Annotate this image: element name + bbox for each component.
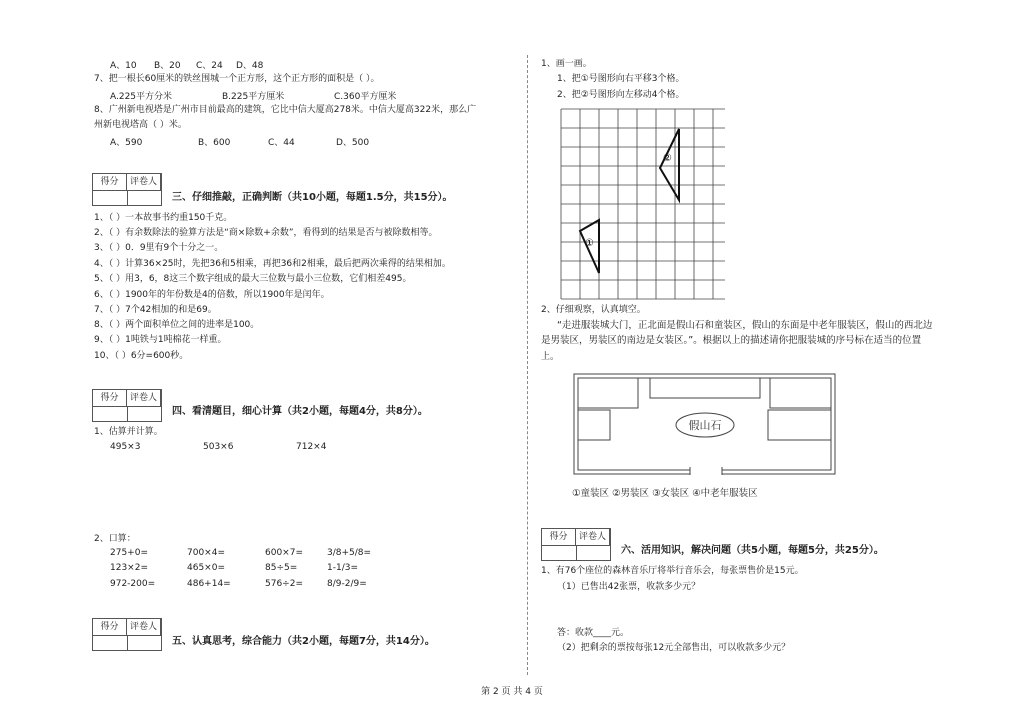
oral-item: 576÷2=: [265, 579, 303, 589]
zone-right: [768, 410, 831, 440]
draw-title: 1、画一画。: [541, 59, 592, 69]
option: C.360平方厘米: [334, 92, 397, 102]
shape-1-label: ①: [585, 238, 594, 249]
estimate-item: 503×6: [203, 442, 234, 452]
observe-text: 是男装区，男装区的南边是女装区。”。根据以上的描述请你把服装城的序号标在适当的位置: [541, 335, 922, 346]
rockery-label: 假山石: [688, 419, 722, 432]
mall-map: [570, 370, 840, 480]
judge-item: 10、（ ）6分=600秒。: [94, 351, 189, 361]
estimate-item: 712×4: [296, 442, 327, 452]
judge-item: 8、（ ）两个面积单位之间的进率是100。: [94, 320, 260, 330]
option: A.225平方分米: [110, 92, 173, 102]
observe-title: 2、仔细观察，认真填空。: [541, 305, 646, 315]
question-7: 7、把一根长60厘米的铁丝围城一个正方形，这个正方形的面积是（ ）。: [94, 74, 380, 84]
option: B.225平方厘米: [222, 92, 285, 102]
zone-left: [578, 410, 610, 440]
observe-text: 上。: [541, 352, 560, 362]
oral-row: [110, 548, 387, 558]
judge-item: 9、（ ）1吨铁与1吨棉花一样重。: [94, 335, 227, 345]
page-footer: 第 2 页 共 4 页: [481, 687, 543, 697]
reviewer-label: 评卷人: [127, 174, 161, 190]
problem-1: 1、有76个座位的森林音乐厅将举行音乐会，每张票售价是15元。: [541, 566, 804, 576]
problem-1-sub-1: （1）已售出42张票，收款多少元？: [557, 582, 701, 592]
judge-item: 2、（ ）有余数除法的验算方法是“商×除数+余数”，看得到的结果是否与被除数相等。: [94, 228, 438, 238]
zone-legend: ①童装区 ②男装区 ③女装区 ④中老年服装区: [572, 488, 758, 499]
oral-item: 3/8+5/8=: [327, 548, 372, 558]
oral-row: [110, 563, 387, 573]
judge-item: 6、（ ）1900年的年份数是4的倍数，所以1900年是闰年。: [94, 290, 330, 300]
column-divider: [527, 55, 528, 675]
question-8-cont: 州新电视塔高（ ）米。: [94, 120, 187, 130]
problem-1-sub-2: （2）把剩余的票按每张12元全部售出，可以收款多少元？: [557, 643, 791, 653]
oral-item: 486+14=: [187, 579, 231, 589]
section-5-title: 五、认真思考，综合能力（共2小题，每题7分，共14分）。: [172, 636, 435, 647]
estimate-item: 495×3: [110, 442, 141, 452]
q7-options: [110, 89, 446, 102]
option: C、44: [268, 138, 295, 148]
section-4-title: 四、看清题目，细心计算（共2小题，每题4分，共8分）。: [172, 406, 428, 417]
option: A、10: [110, 61, 137, 71]
question-8: 8、广州新电视塔是广州市目前最高的建筑，它比中信大厦高278米。中信大厦高322米，那么广: [94, 105, 477, 115]
reviewer-label: 评卷人: [127, 390, 161, 406]
option: C、24: [196, 61, 223, 71]
score-box: [92, 389, 162, 407]
oral-item: 123×2=: [110, 563, 148, 573]
judge-item: 7、（ ）7个42相加的和是69。: [94, 305, 217, 315]
oral-item: 700×4=: [187, 548, 225, 558]
square-grid: [561, 109, 725, 299]
draw-item-2: 2、把②号图形向左移动4个格。: [557, 90, 685, 100]
section-3-title: 三、仔细推敲，正确判断（共10小题，每题1.5分，共15分）。: [172, 192, 453, 203]
option: D、500: [336, 138, 370, 148]
score-label: 得分: [93, 390, 127, 406]
problem-1-answer: 答：收款____元。: [557, 628, 630, 638]
option: D、48: [236, 61, 264, 71]
draw-item-1: 1、把①号图形向右平移3个格。: [557, 74, 685, 84]
reviewer-label: 评卷人: [127, 619, 161, 635]
oral-item: 465×0=: [187, 563, 225, 573]
oral-item: 275+0=: [110, 548, 148, 558]
zone-top-center: [650, 378, 760, 398]
oral-row: [110, 579, 387, 589]
oral-item: 972-200=: [110, 579, 156, 589]
zone-top-right: [770, 378, 831, 408]
grid-figure: [555, 106, 725, 302]
shape-2-trapezoid: [660, 129, 679, 200]
oral-item: 600×7=: [265, 548, 303, 558]
q8-options: [110, 135, 396, 148]
oral-item: 8/9-2/9=: [327, 579, 367, 589]
q6-options: [110, 58, 276, 71]
option: B、600: [198, 138, 231, 148]
option: A、590: [110, 138, 143, 148]
observe-text: “走进服装城大门，正北面是假山石和童装区，假山的东面是中老年服装区，假山的西北边: [557, 320, 933, 331]
estimate-row: [110, 442, 356, 452]
oral-item: 1-1/3=: [327, 563, 358, 573]
judge-item: 4、（ ）计算36×25时，先把36和5相乘，再把36和2相乘，最后把两次乘得的结果相加。: [94, 259, 451, 269]
judge-item: 5、（ ）用3，6，8这三个数字组成的最大三位数与最小三位数，它们相差495。: [94, 274, 412, 284]
oral-item: 85÷5=: [265, 563, 298, 573]
judge-item: 3、（ ）0．9里有9个十分之一。: [94, 243, 224, 253]
score-box: [92, 173, 162, 191]
reviewer-label: 评卷人: [576, 529, 610, 545]
option: B、20: [154, 61, 181, 71]
score-label: 得分: [542, 529, 576, 545]
zone-top-left: [578, 378, 638, 408]
section-6-title: 六、活用知识，解决问题（共5小题，每题5分，共25分）。: [621, 545, 884, 556]
score-box: [92, 618, 162, 636]
mall-gate: [690, 468, 722, 476]
estimate-title: 1、估算并计算。: [94, 427, 163, 437]
score-label: 得分: [93, 619, 127, 635]
score-box: [541, 528, 611, 546]
shape-2-label: ②: [663, 153, 672, 164]
score-label: 得分: [93, 174, 127, 190]
oral-title: 2、口算：: [94, 534, 136, 544]
judge-item: 1、（ ）一本故事书约重150千克。: [94, 213, 233, 223]
